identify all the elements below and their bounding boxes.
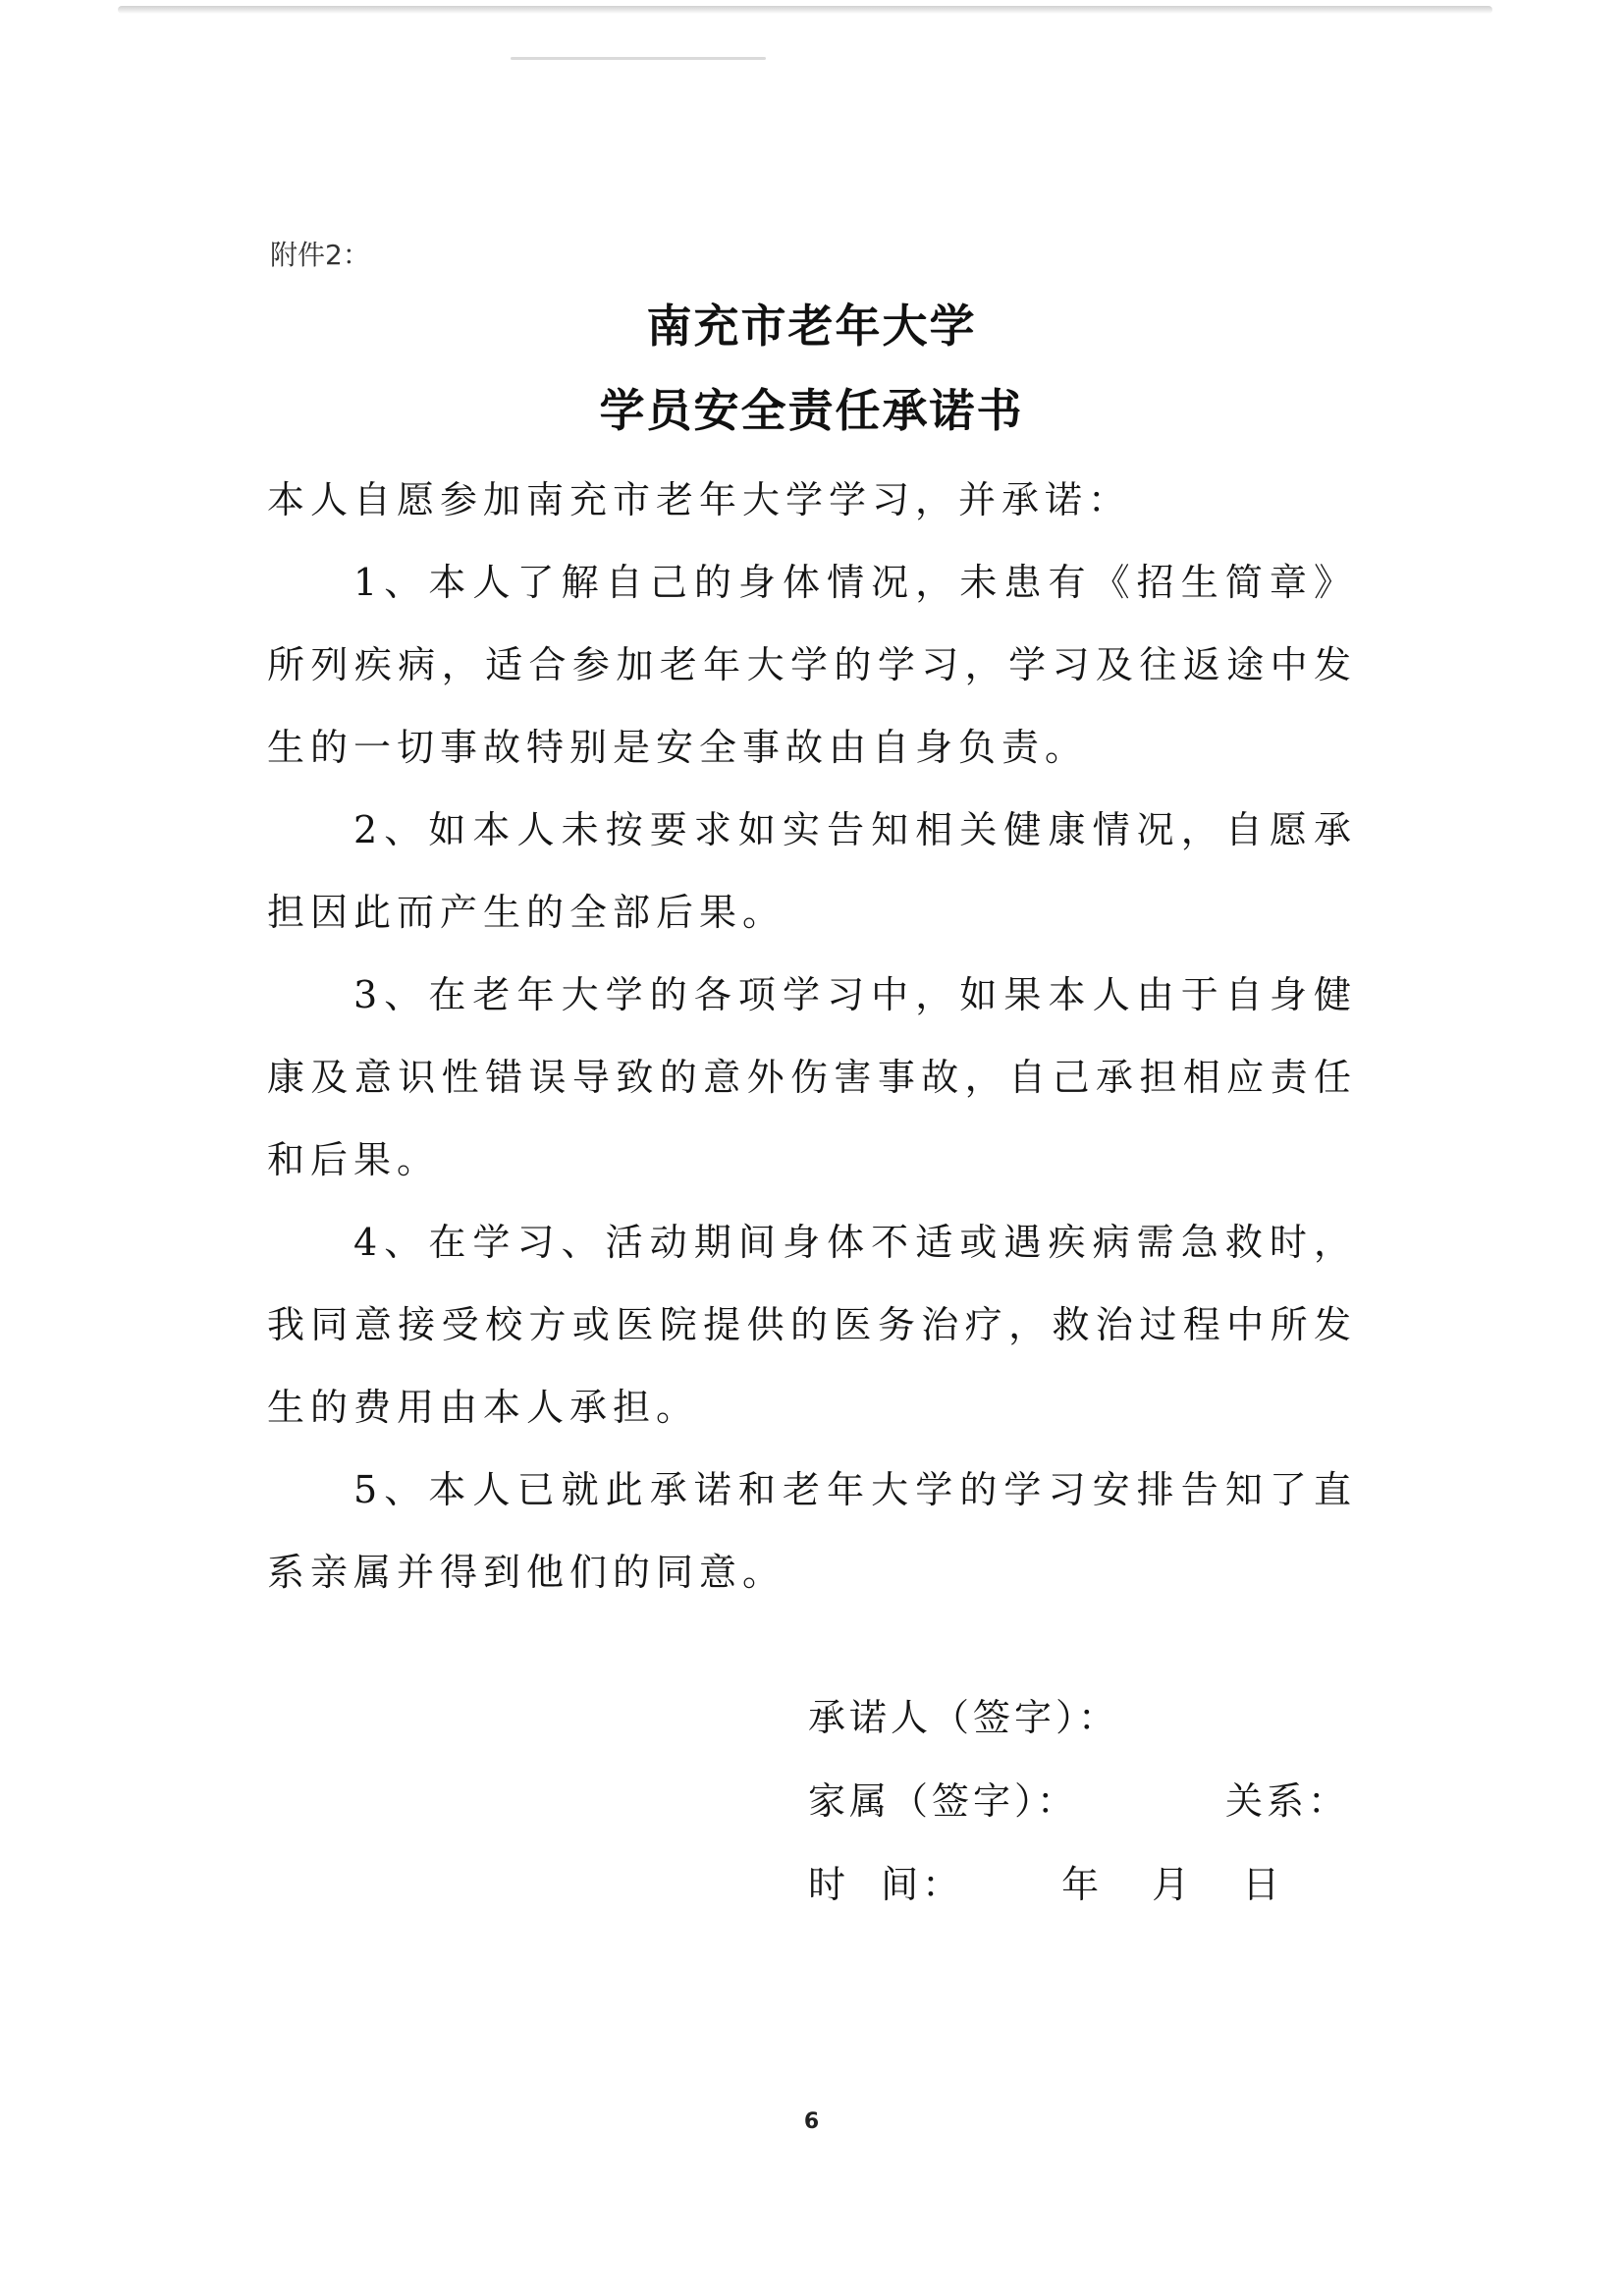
time-label: 时 间：	[808, 1863, 964, 1906]
relation-label: 关系：	[1225, 1779, 1350, 1823]
date-line	[808, 1854, 1283, 1908]
attachment-label: 附件2：	[270, 239, 370, 271]
month-label: 月	[1152, 1863, 1194, 1906]
document-title-line1: 南充市老年大学	[646, 300, 977, 353]
commitment-item-5: 5、本人已就此承诺和老年大学的学习安排告知了直系亲属并得到他们的同意。	[267, 1468, 1357, 1594]
promisor-signature-line	[808, 1687, 1119, 1741]
family-signature-line	[808, 1771, 1349, 1825]
scan-shadow	[118, 6, 1492, 14]
page-number: 6	[803, 2109, 820, 2134]
family-label: 家属（签字）：	[808, 1779, 1079, 1823]
commitment-item-2: 2、如本人未按要求如实告知相关健康情况，自愿承担因此而产生的全部后果。	[267, 808, 1357, 934]
document-title-line2: 学员安全责任承诺书	[599, 384, 1024, 437]
commitment-item-4: 4、在学习、活动期间身体不适或遇疾病需急救时，我同意接受校方或医院提供的医务治疗，救治过程中所发生的费用由本人承担。	[267, 1221, 1357, 1429]
year-label: 年	[1061, 1863, 1104, 1906]
intro-paragraph: 本人自愿参加南充市老年大学学习，并承诺：	[267, 478, 1132, 521]
day-label: 日	[1242, 1863, 1284, 1906]
promisor-label: 承诺人（签字）：	[808, 1696, 1120, 1739]
commitment-item-3: 3、在老年大学的各项学习中，如果本人由于自身健康及意识性错误导致的意外伤害事故，自己承担相应责任和后果。	[267, 973, 1357, 1181]
commitment-item-1: 1、本人了解自己的身体情况，未患有《招生简章》所列疾病，适合参加老年大学的学习，学习及往返途中发生的一切事故特别是安全事故由自身负责。	[267, 561, 1357, 769]
document-body	[267, 459, 1357, 1613]
scan-mark	[511, 57, 766, 60]
